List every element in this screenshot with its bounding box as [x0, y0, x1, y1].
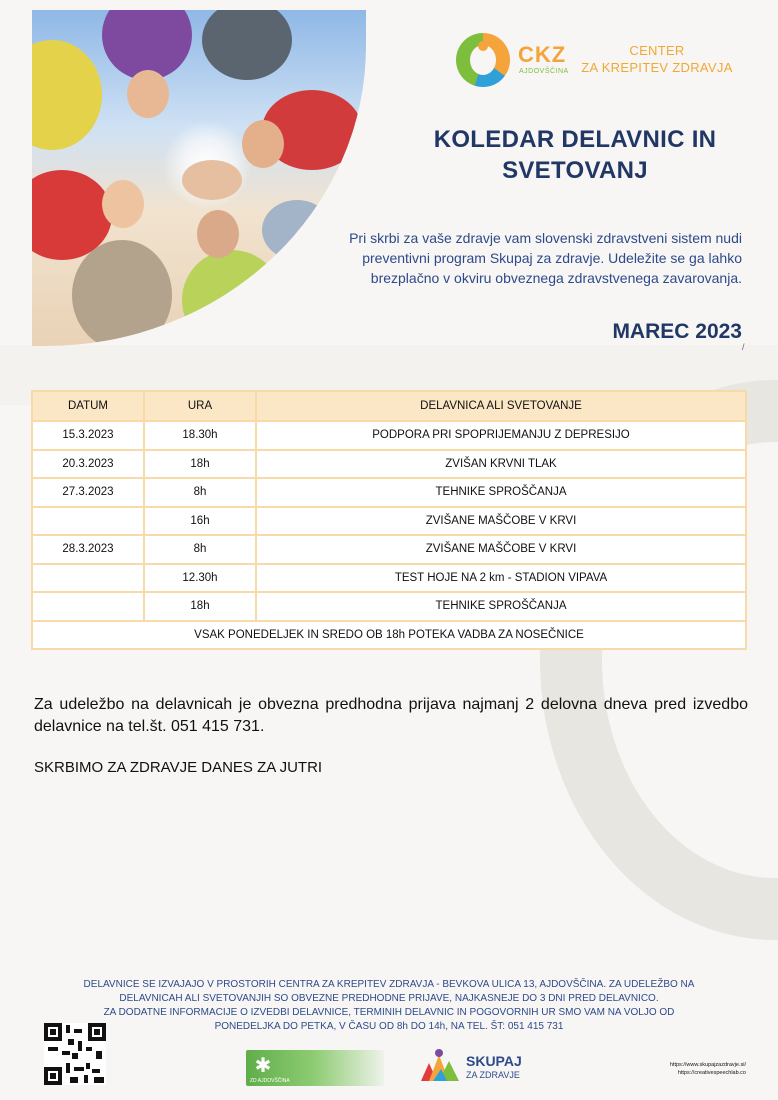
table-row [32, 478, 746, 507]
center-title-line2: ZA KREPITEV ZDRAVJA [581, 60, 733, 75]
cell-date: 20.3.2023 [32, 450, 144, 479]
registration-note: Za udeležbo na delavnicah je obvezna predhodna prijava najmanj 2 delovna dneva pred izvedbo delavnice na tel.št. 051 415 731. [34, 696, 748, 735]
skupaj-logo-subtitle: ZA ZDRAVJE [466, 1070, 520, 1080]
table-row [32, 592, 746, 621]
center-title [576, 42, 738, 76]
slogan: SKRBIMO ZA ZDRAVJE DANES ZA JUTRI [34, 759, 323, 776]
cell-date: 15.3.2023 [32, 421, 144, 450]
header-date: DATUM [32, 391, 144, 421]
cell-workshop: TEST HOJE NA 2 km - STADION VIPAVA [256, 564, 746, 593]
header-time: URA [144, 391, 256, 421]
cell-workshop: TEHNIKE SPROŠČANJA [256, 478, 746, 507]
center-title-line1: CENTER [629, 43, 685, 58]
page-title-line2: SVETOVANJ [502, 157, 648, 184]
cell-time: 8h [144, 478, 256, 507]
cell-date [32, 507, 144, 536]
cell-workshop: TEHNIKE SPROŠČANJA [256, 592, 746, 621]
logo-name: CKZ [518, 42, 567, 67]
table-footer-row [32, 621, 746, 650]
cell-date: 27.3.2023 [32, 478, 144, 507]
table-row [32, 535, 746, 564]
page-title [410, 124, 740, 186]
hero-photo [32, 10, 366, 346]
link-creativespeechlab[interactable]: https://creativespeechlab.co [677, 1070, 746, 1076]
cell-workshop: ZVIŠAN KRVNI TLAK [256, 450, 746, 479]
table-row [32, 564, 746, 593]
cell-time: 18.30h [144, 421, 256, 450]
page-title-line1: KOLEDAR DELAVNIC IN [433, 126, 717, 153]
decorative-mark: / [742, 342, 745, 352]
pregnancy-exercise-note: VSAK PONEDELJEK IN SREDO OB 18h POTEKA VADBA ZA NOSEČNICE [32, 621, 746, 650]
footer-info [32, 978, 746, 1034]
skupaj-logo-icon [417, 1047, 461, 1083]
footer-line2: DELAVNICAH ALI SVETOVANJIH SO OBVEZNE PREDHODNE PRIJAVE, NAJKASNEJE DO 3 DNI PRED DELAVNICO. [119, 993, 659, 1004]
footer-links [640, 1061, 746, 1077]
table-header-row [32, 391, 746, 421]
footer-line1: DELAVNICE SE IZVAJAJO V PROSTORIH CENTRA ZA KREPITEV ZDRAVJA - BEVKOVA ULICA 13, AJDOVŠČINA. ZA UDELEŽBO NA [83, 979, 695, 990]
cell-time: 12.30h [144, 564, 256, 593]
cell-date: 28.3.2023 [32, 535, 144, 564]
cell-workshop: PODPORA PRI SPOPRIJEMANJU Z DEPRESIJO [256, 421, 746, 450]
qr-code[interactable] [44, 1023, 106, 1085]
skupaj-logo-title: SKUPAJ [466, 1053, 522, 1069]
cell-time: 16h [144, 507, 256, 536]
footer-line4: PONEDELJKA DO PETKA, V ČASU OD 8h DO 14h, NA TEL. ŠT: 051 415 731 [214, 1021, 564, 1032]
table-row [32, 450, 746, 479]
logo-subtitle: AJDOVŠČINA [519, 68, 569, 75]
link-skupaj[interactable]: https://www.skupajzazdravje.si/ [669, 1062, 746, 1068]
month-heading: MAREC 2023 [612, 320, 742, 343]
cell-time: 18h [144, 592, 256, 621]
table-row [32, 507, 746, 536]
cell-workshop: ZVIŠANE MAŠČOBE V KRVI [256, 535, 746, 564]
intro-text: Pri skrbi za vaše zdravje vam slovenski zdravstveni sistem nudi preventivni program Skupaj za zdravje. Udeležite se ga lahko brezplačno v okviru obveznega zdravstvenega zavarovanja. [349, 230, 742, 286]
star-of-life-icon: ✱ [254, 1055, 272, 1077]
footer-line3: ZA DODATNE INFORMACIJE O IZVEDBI DELAVNICE, TERMINIH DELAVNIC IN POGOVORNIH UR SMO VAM NA VOLJO OD [103, 1007, 675, 1018]
health-center-logo-label: ZD AJDOVŠČINA [250, 1078, 290, 1084]
cell-time: 8h [144, 535, 256, 564]
cell-date [32, 564, 144, 593]
cell-workshop: ZVIŠANE MAŠČOBE V KRVI [256, 507, 746, 536]
cell-time: 18h [144, 450, 256, 479]
ckz-logo [456, 33, 512, 89]
health-center-logo [246, 1050, 384, 1086]
table-row [32, 421, 746, 450]
schedule-table [31, 390, 747, 650]
header-workshop: DELAVNICA ALI SVETOVANJE [256, 391, 746, 421]
cell-date [32, 592, 144, 621]
